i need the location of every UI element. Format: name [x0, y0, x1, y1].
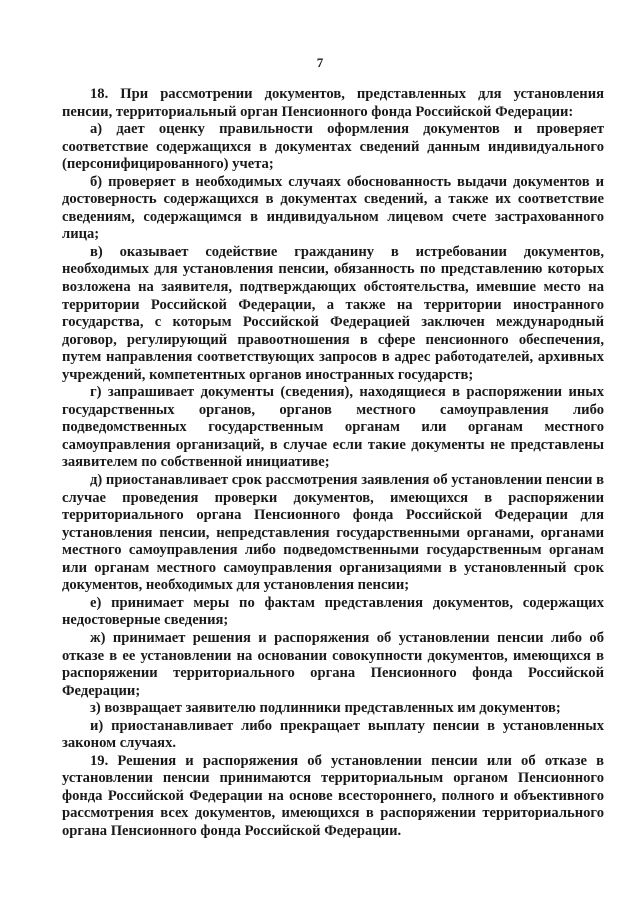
subparagraph-b: б) проверяет в необходимых случаях обоснованность выдачи документов и достоверность содержащихся в документах сведений, а также их соответствие сведениям, содержащимся в индивидуальном лицевом счете застрахованного лица; [62, 173, 604, 243]
subparagraph-d: д) приостанавливает срок рассмотрения заявления об установлении пенсии в случае проведения проверки документов, имеющихся в распоряжении территориального органа Пенсионного фонда Российской Федерации для установления пенсии, непредставления государственными органами, органами местного самоуправления либо подведомственными государственным органам или органам местного самоуправления организациями в установленный срок документов, необходимых для установления пенсии; [62, 472, 604, 594]
subparagraph-a: а) дает оценку правильности оформления документов и проверяет соответствие содержащихся в документах сведений данным индивидуального (персонифицированного) учета; [62, 121, 604, 173]
paragraph-19: 19. Решения и распоряжения об установлении пенсии или об отказе в установлении пенсии принимаются территориальным органом Пенсионного фонда Российской Федерации на основе всестороннего, полного и объективного рассмотрения всех документов, имеющихся в распоряжении территориального органа Пенсионного фонда Российской Федерации. [62, 752, 604, 839]
document-body [62, 86, 604, 841]
page-number: 7 [316, 55, 324, 70]
subparagraph-g: г) запрашивает документы (сведения), находящиеся в распоряжении иных государственных органов, органов местного самоуправления либо подведомственных государственным органам или органам местного самоуправления организаций, в случае если такие документы не представлены заявителем по собственной инициативе; [62, 384, 604, 471]
subparagraph-zh: ж) принимает решения и распоряжения об установлении пенсии либо об отказе в ее установлении на основании совокупности документов, имеющихся в распоряжении территориального органа Пенсионного фонда Российской Федерации; [62, 629, 604, 699]
subparagraph-z: з) возвращает заявителю подлинники представленных им документов; [90, 700, 561, 717]
subparagraph-i: и) приостанавливает либо прекращает выплату пенсии в установленных законом случаях. [62, 717, 604, 752]
subparagraph-v: в) оказывает содействие гражданину в истребовании документов, необходимых для установления пенсии, обязанность по представлению которых возложена на заявителя, подтверждающих обстоятельства, имевшие место на территории Российской Федерации, а также на территории иностранного государства, с которым Российской Федерацией заключен международный договор, регулирующий правоотношения в сфере пенсионного обеспечения, путем направления соответствующих запросов в адрес работодателей, архивных учреждений, компетентных органов иностранных государств; [62, 243, 604, 383]
subparagraph-e: е) принимает меры по фактам представления документов, содержащих недостоверные сведения; [62, 594, 604, 629]
paragraph-18: 18. При рассмотрении документов, представленных для установления пенсии, территориальный орган Пенсионного фонда Российской Федерации: [62, 86, 604, 120]
